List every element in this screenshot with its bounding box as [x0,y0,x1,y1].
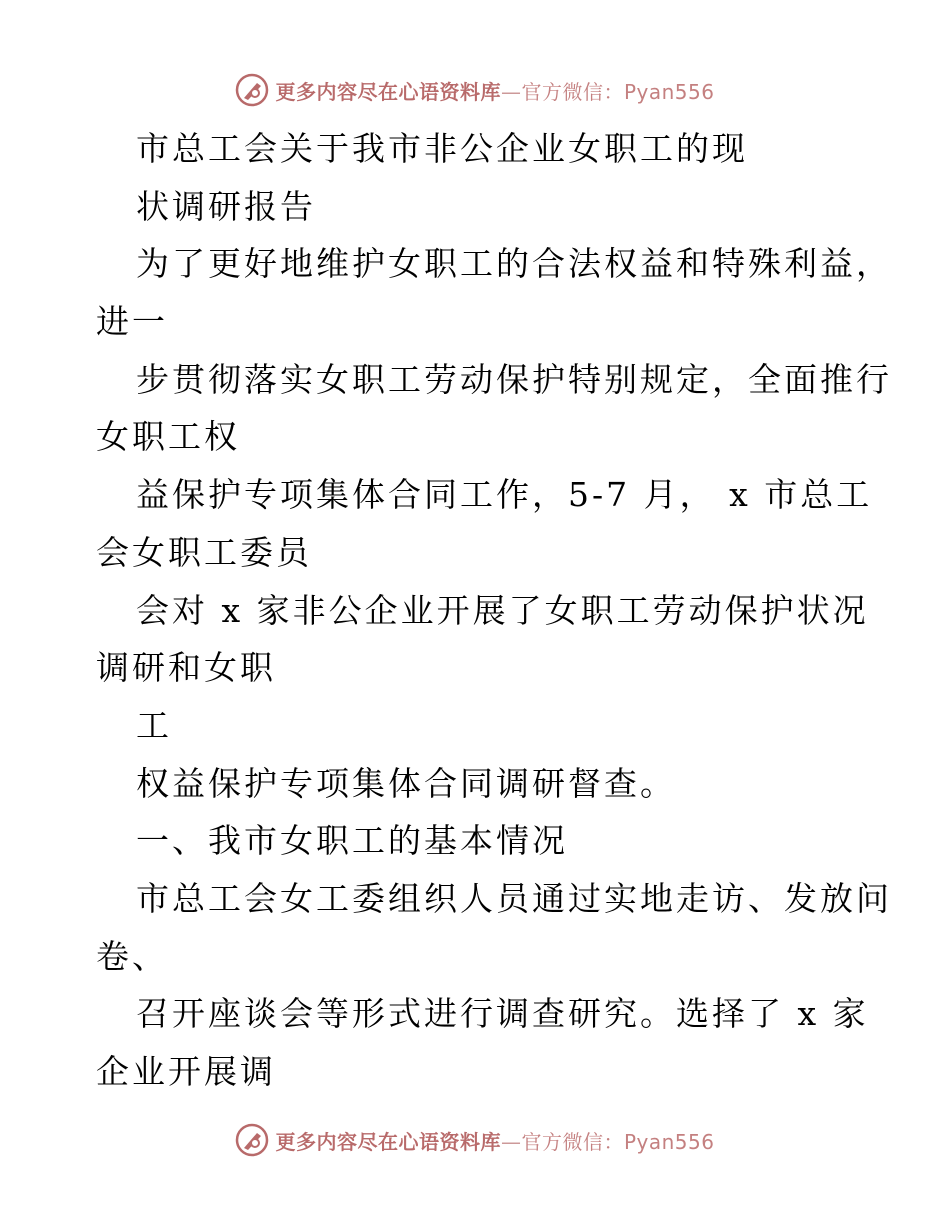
document-line: 卷、 [96,936,168,976]
document-title-line-2: 状调研报告 [136,186,316,226]
document-title-line-1: 市总工会关于我市非公企业女职工的现 [136,129,748,168]
document-line: 步贯彻落实女职工劳动保护特别规定，全面推行 [136,359,892,399]
watermark-text [275,1126,714,1155]
document-line: 调研和女职 [96,648,276,688]
watermark-text [275,76,714,105]
document-line: 会女职工委员 [96,532,312,572]
document-line: 女职工权 [96,417,240,457]
document-line: 召开座谈会等形式进行调查研究。选择了 x 家 [136,994,869,1034]
watermark-main: 更多内容尽在心语资料库 [275,79,501,104]
watermark-sub: 官方微信：Pyan556 [521,1129,715,1154]
document-line: 进一 [96,302,168,342]
document-line: 企业开展调 [96,1052,276,1091]
pen-logo-icon [235,73,269,107]
document-paragraphs [96,235,892,1100]
document-line: 权益保护专项集体合同调研督查。 [136,763,676,803]
watermark-dash: — [500,1129,522,1154]
document-line: 市总工会女工委组织人员通过实地走访、发放问 [136,878,892,918]
document-line: 一、我市女职工的基本情况 [136,821,568,861]
document-line: 益保护专项集体合同工作，5-7 月， x 市总工 [136,475,873,515]
watermark-sub: 官方微信：Pyan556 [521,79,715,104]
watermark-main: 更多内容尽在心语资料库 [275,1129,501,1154]
document-line: 会对 x 家非公企业开展了女职工劳动保护状况 [136,590,869,630]
pen-logo-icon [235,1123,269,1157]
document-line: 工 [136,705,172,745]
document-body [96,120,892,1101]
watermark-header [0,70,950,110]
watermark-footer [0,1120,950,1160]
document-line: 为了更好地维护女职工的合法权益和特殊利益， [136,244,892,284]
watermark-dash: — [500,79,522,104]
